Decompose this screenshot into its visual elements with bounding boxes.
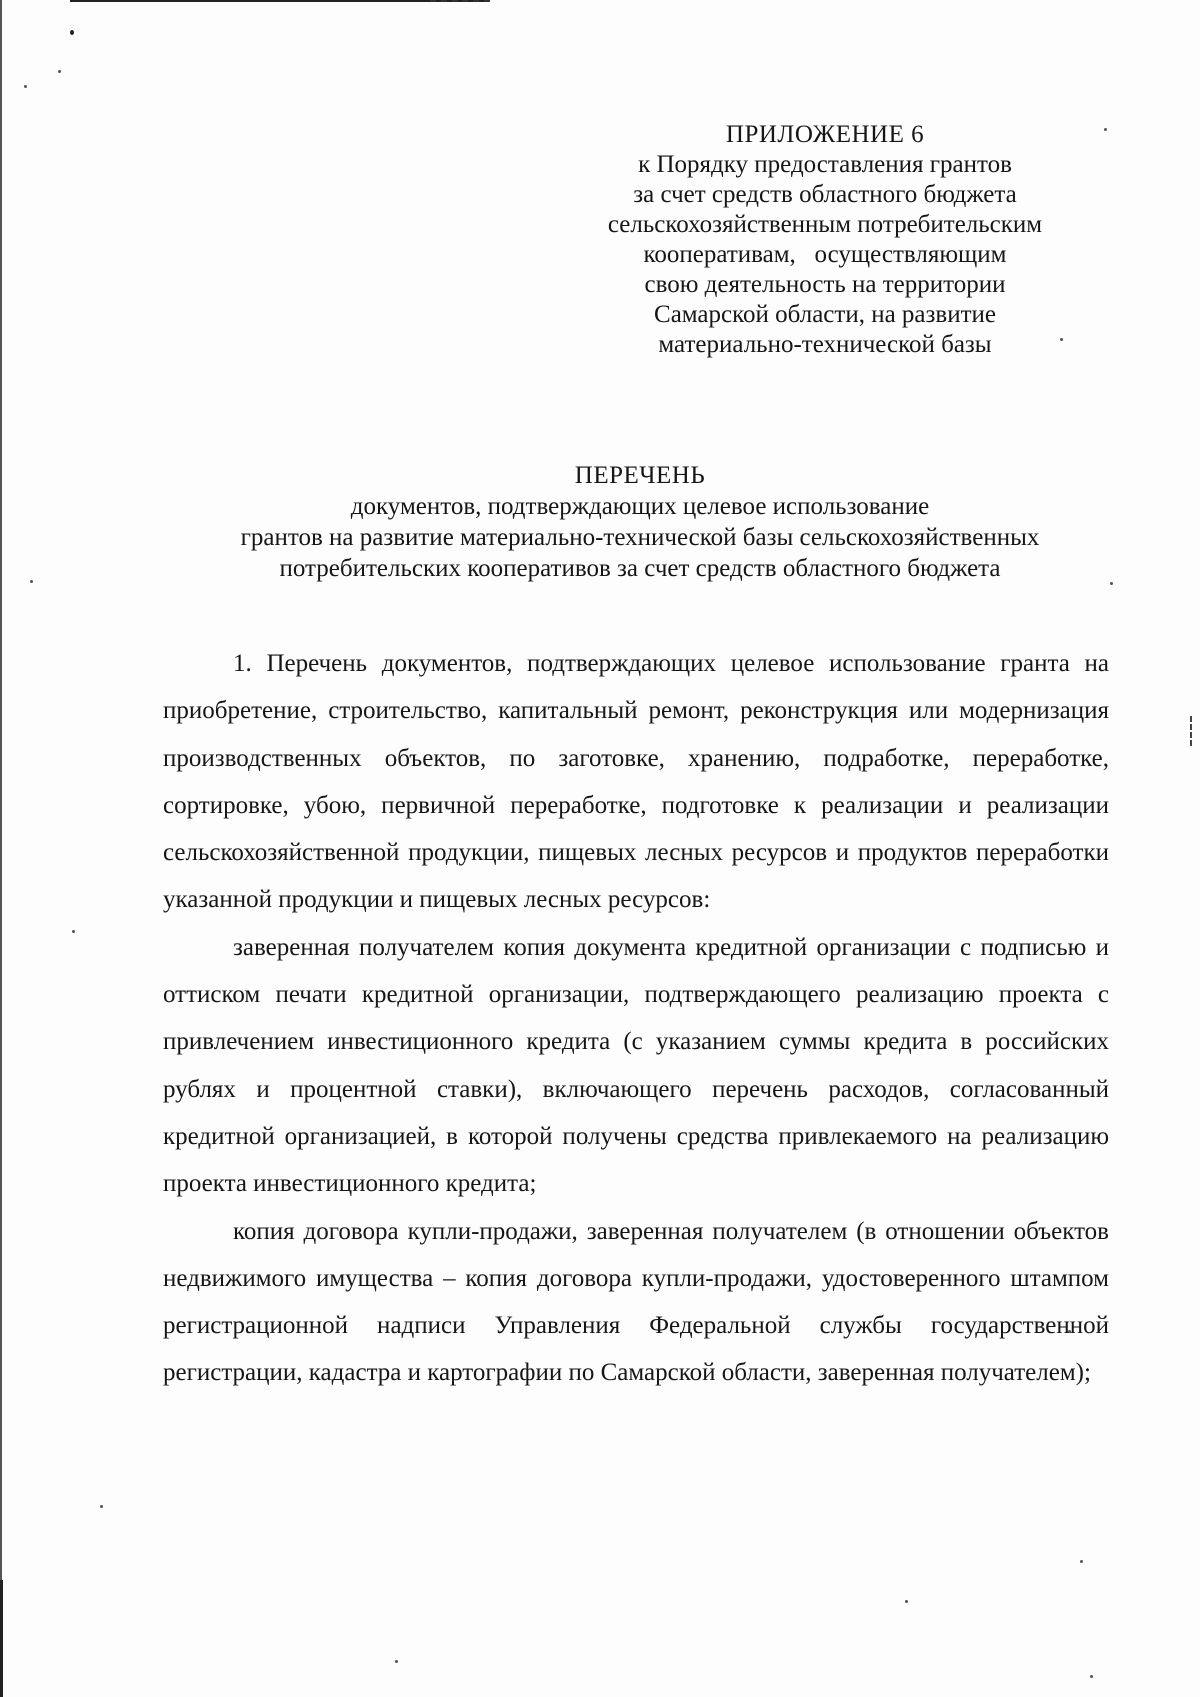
appendix-line: сельскохозяйственным потребительским	[607, 211, 1043, 238]
scan-speck	[1104, 128, 1107, 131]
scan-speck	[1090, 1675, 1093, 1678]
appendix-line: свою деятельность на территории	[644, 271, 1006, 298]
body-paragraph: копия договора купли-продажи, заверенная получателем (в отношении объектов недвижимого имущества – копия договора купли-продажи, удостоверенного штампом регистрационной надписи Управления Федеральной службы государственной регистрации, кадастра и картографии по Самарской области, заверенная получателем);	[163, 1217, 1109, 1387]
appendix-header	[560, 120, 1090, 360]
scan-edge-line	[70, 0, 490, 2]
appendix-line: кооперативам, осуществляющим	[643, 241, 1007, 268]
list-subtitle-line: документов, подтверждающих целевое использование	[350, 493, 930, 520]
scan-speck	[72, 930, 75, 933]
scan-speck	[1080, 1560, 1083, 1563]
appendix-line: материально-технической базы	[658, 331, 992, 358]
scan-left-border-fragment	[0, 1580, 3, 1697]
scan-speck	[100, 1505, 103, 1508]
appendix-line: за счет средств областного бюджета	[633, 181, 1017, 208]
appendix-line: Самарской области, на развитие	[654, 301, 996, 328]
scan-speck	[395, 1660, 398, 1663]
scan-speck	[70, 30, 74, 35]
body-paragraph: заверенная получателем копия документа кредитной организации с подписью и оттиском печати кредитной организации, подтверждающего реализацию проекта с привлечением инвестиционного кредита (с указанием суммы кредита в российских рублях и процентной ставки), включающего перечень расходов, согласованный кредитной организацией, в которой получены средства привлекаемого на реализацию проекта инвестиционного кредита;	[163, 933, 1109, 1198]
scan-speck	[24, 85, 27, 88]
list-subtitle-line: потребительских кооперативов за счет средств областного бюджета	[279, 555, 1001, 582]
scan-right-edge-marks	[1190, 716, 1194, 746]
scan-speck	[58, 70, 61, 73]
list-title: ПЕРЕЧЕНЬ	[574, 462, 706, 489]
scan-edge-dashes	[430, 0, 490, 2]
appendix-title: ПРИЛОЖЕНИЕ 6	[725, 121, 925, 148]
document-body	[163, 640, 1109, 1397]
list-header	[160, 460, 1120, 584]
scan-speck	[905, 1600, 908, 1603]
appendix-line: к Порядку предоставления грантов	[638, 151, 1012, 178]
list-subtitle-line: грантов на развитие материально-технической базы сельскохозяйственных	[240, 524, 1040, 551]
scan-left-border	[0, 0, 2, 1697]
body-paragraph: 1. Перечень документов, подтверждающих целевое использование гранта на приобретение, строительство, капитальный ремонт, реконструкция или модернизация производственных объектов, по заготовке, хранению, подработке, переработке, сортировке, убою, первичной переработке, подготовке к реализации и реализации сельскохозяйственной продукции, пищевых лесных ресурсов и продуктов переработки указанной продукции и пищевых лесных ресурсов:	[163, 650, 1109, 914]
scan-speck	[30, 580, 33, 583]
